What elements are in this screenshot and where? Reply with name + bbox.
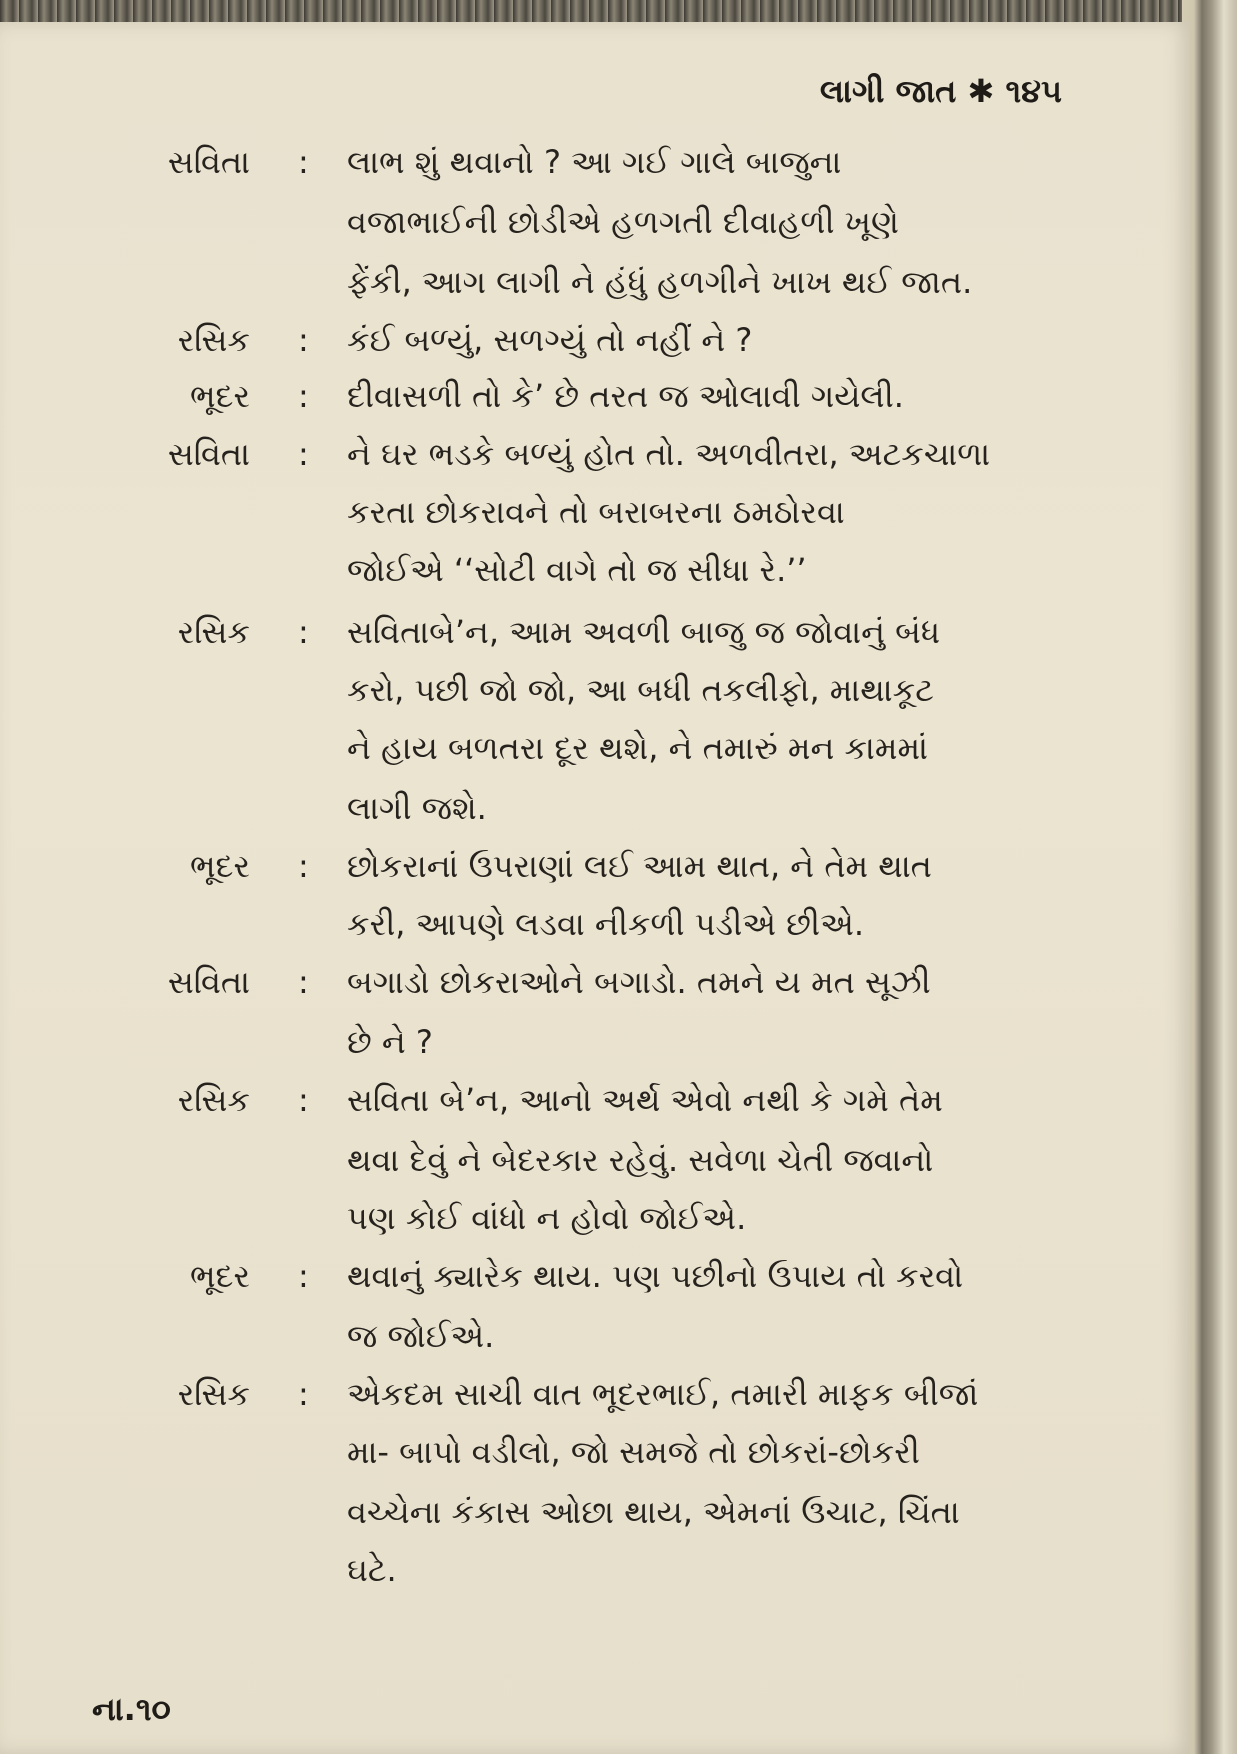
running-header: લાગી જાત ✱ ૧૪૫	[819, 72, 1062, 110]
dialogue-line	[0, 1198, 1190, 1238]
dialogue-line	[0, 550, 1190, 590]
speaker-colon: :	[298, 1081, 309, 1119]
dialogue-text: ઘટે.	[347, 1551, 397, 1589]
dialogue-text: ને ઘર ભડકે બળ્યું હોત તો. અળવીતરા, અટકચાળા	[347, 435, 991, 473]
dialogue-text: છોકરાનાં ઉપરાણાં લઈ આમ થાત, ને તેમ થાત	[347, 847, 932, 885]
dialogue-text: ફેંકી, આગ લાગી ને હંધું હળગીને ખાખ થઈ જાત.	[347, 263, 973, 301]
dialogue-line	[0, 434, 1190, 474]
dialogue-line	[0, 1492, 1190, 1532]
dialogue-line	[0, 1022, 1190, 1062]
dialogue-text: મા- બાપો વડીલો, જો સમજે તો છોકરાં-છોકરી	[347, 1433, 920, 1471]
dialogue-text: ને હાય બળતરા દૂર થશે, ને તમારું મન કામમાં	[347, 729, 928, 767]
dialogue-line	[0, 376, 1190, 416]
dialogue-line	[0, 670, 1190, 710]
dialogue-line	[0, 904, 1190, 944]
dialogue-text: પણ કોઈ વાંધો ન હોવો જોઈએ.	[347, 1199, 747, 1237]
dialogue-text: કરો, પછી જો જો, આ બધી તકલીફો, માથાકૂટ	[347, 671, 934, 709]
dialogue-line	[0, 1374, 1190, 1414]
speaker-colon: :	[298, 1375, 309, 1413]
speaker-name: ભૂદર	[189, 847, 250, 885]
right-edge	[1182, 0, 1237, 1754]
book-page	[0, 22, 1190, 1754]
dialogue-line	[0, 1550, 1190, 1590]
dialogue-text: જોઈએ ‘‘સોટી વાગે તો જ સીધા રે.’’	[347, 551, 807, 589]
dialogue-text: બગાડો છોકરાઓને બગાડો. તમને ય મત સૂઝી	[347, 963, 931, 1001]
dialogue-text: કંઈ બળ્યું, સળગ્યું તો નહીં ને ?	[347, 321, 753, 359]
dialogue-line	[0, 846, 1190, 886]
dialogue-line	[0, 1256, 1190, 1296]
dialogue-text: વજાભાઈની છોડીએ હળગતી દીવાહળી ખૂણે	[347, 203, 899, 241]
dialogue-line	[0, 788, 1190, 828]
speaker-colon: :	[298, 435, 309, 473]
speaker-name: રસિક	[177, 613, 250, 651]
dialogue-line	[0, 142, 1190, 182]
dialogue-line	[0, 320, 1190, 360]
dialogue-text: દીવાસળી તો કે’ છે તરત જ ઓલાવી ગયેલી.	[347, 377, 904, 415]
speaker-name: રસિક	[177, 321, 250, 359]
dialogue-text: લાભ શું થવાનો ? આ ગઈ ગાલે બાજુના	[347, 143, 842, 181]
speaker-name: રસિક	[177, 1375, 250, 1413]
speaker-name: ભૂદર	[189, 377, 250, 415]
speaker-colon: :	[298, 1257, 309, 1295]
speaker-colon: :	[298, 963, 309, 1001]
speaker-colon: :	[298, 321, 309, 359]
signature-mark: ના.૧૦	[92, 1690, 171, 1728]
dialogue-line	[0, 1080, 1190, 1120]
speaker-name: સવિતા	[167, 435, 250, 473]
speaker-name: રસિક	[177, 1081, 250, 1119]
dialogue-line	[0, 262, 1190, 302]
dialogue-line	[0, 1316, 1190, 1356]
dialogue-line	[0, 492, 1190, 532]
dialogue-line	[0, 962, 1190, 1002]
speaker-colon: :	[298, 377, 309, 415]
speaker-name: સવિતા	[167, 963, 250, 1001]
speaker-name: સવિતા	[167, 143, 250, 181]
dialogue-text: એકદમ સાચી વાત ભૂદરભાઈ, તમારી માફક બીજાં	[347, 1375, 979, 1413]
dialogue-text: જ જોઈએ.	[347, 1317, 495, 1355]
dialogue-text: કરતા છોકરાવને તો બરાબરના ઠમઠોરવા	[347, 493, 845, 531]
dialogue-line	[0, 612, 1190, 652]
dialogue-text: છે ને ?	[347, 1023, 433, 1061]
speaker-colon: :	[298, 143, 309, 181]
dialogue-text: લાગી જશે.	[347, 789, 487, 827]
dialogue-text: સવિતા બે’ન, આનો અર્થ એવો નથી કે ગમે તેમ	[347, 1081, 943, 1119]
dialogue-text: થવા દેવું ને બેદરકાર રહેવું. સવેળા ચેતી જવાનો	[347, 1141, 934, 1179]
dialogue-text: સવિતાબે’ન, આમ અવળી બાજુ જ જોવાનું બંધ	[347, 613, 941, 651]
dialogue-line	[0, 728, 1190, 768]
speaker-name: ભૂદર	[189, 1257, 250, 1295]
dialogue-line	[0, 202, 1190, 242]
dialogue-line	[0, 1140, 1190, 1180]
speaker-colon: :	[298, 847, 309, 885]
dialogue-text: કરી, આપણે લડવા નીકળી પડીએ છીએ.	[347, 905, 864, 943]
speaker-colon: :	[298, 613, 309, 651]
dialogue-line	[0, 1432, 1190, 1472]
dialogue-text: થવાનું ક્યારેક થાય. પણ પછીનો ઉપાય તો કરવો	[347, 1257, 964, 1295]
dialogue-text: વચ્ચેના કંકાસ ઓછા થાય, એમનાં ઉચાટ, ચિંતા	[347, 1493, 960, 1531]
